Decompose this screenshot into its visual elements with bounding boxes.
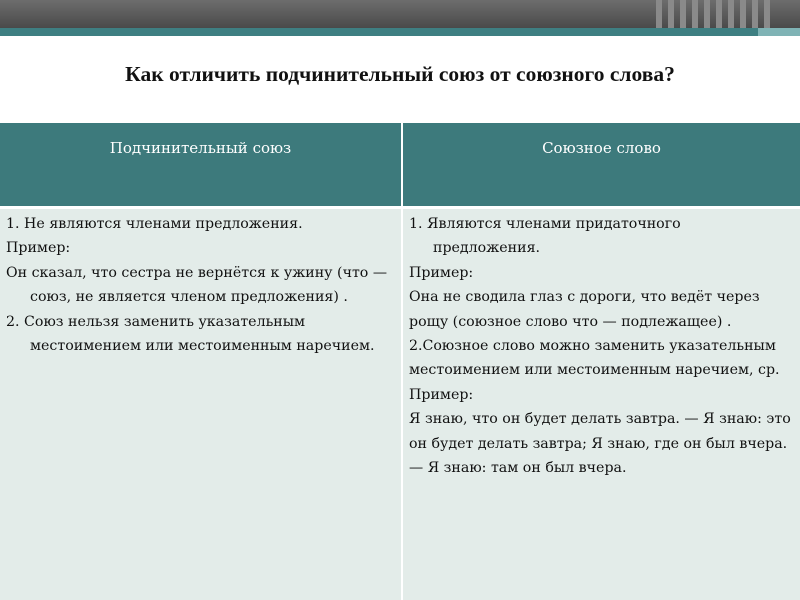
decor-stripe [752,0,758,28]
decor-stripe [716,0,722,28]
decor-stripe [680,0,686,28]
cell-paragraph: Он сказал, что сестра не вернётся к ужину (что — союз, не является членом предложения) . [6,264,388,306]
cell-paragraph: 1. Являются членами придаточного предложения. [409,216,681,257]
left-column-cell [0,209,401,600]
cell-paragraph: 2. Союз нельзя заменить указательным местоимением или местоименным наречием. [6,313,375,355]
right-column-cell [403,209,800,600]
comparison-table [0,123,800,600]
header-subordinating-conjunction: Подчинительный союз [0,123,401,206]
decor-stripe [764,0,770,28]
cell-paragraph: Она не сводила глаз с дороги, что ведёт через рощу (союзное слово что — подлежащее) . [409,289,760,330]
decor-stripe [692,0,698,28]
cell-paragraph: 2.Союзное слово можно заменить указательным местоимением или местоименным наречием, ср. [409,338,780,379]
header-conjunctive-word: Союзное слово [403,123,800,206]
column-divider [401,123,403,600]
header-divider [0,206,800,209]
top-decor-band [0,0,800,28]
cell-paragraph: Пример: [409,386,474,403]
accent-bar-highlight [758,28,800,36]
cell-paragraph: Пример: [6,240,71,257]
decor-stripe [704,0,710,28]
decor-stripe [656,0,662,28]
decor-stripe [668,0,674,28]
slide-title: Как отличить подчинительный союз от союзного слова? [125,62,675,86]
cell-paragraph: Я знаю, что он будет делать завтра. — Я знаю: это он будет делать завтра; Я знаю, где он был вчера. — Я знаю: там он был вчера. [409,411,791,477]
decor-stripe [728,0,734,28]
accent-bar [0,28,800,36]
decor-stripe [740,0,746,28]
cell-paragraph: Пример: [409,264,474,281]
cell-paragraph: 1. Не являются членами предложения. [6,216,303,232]
